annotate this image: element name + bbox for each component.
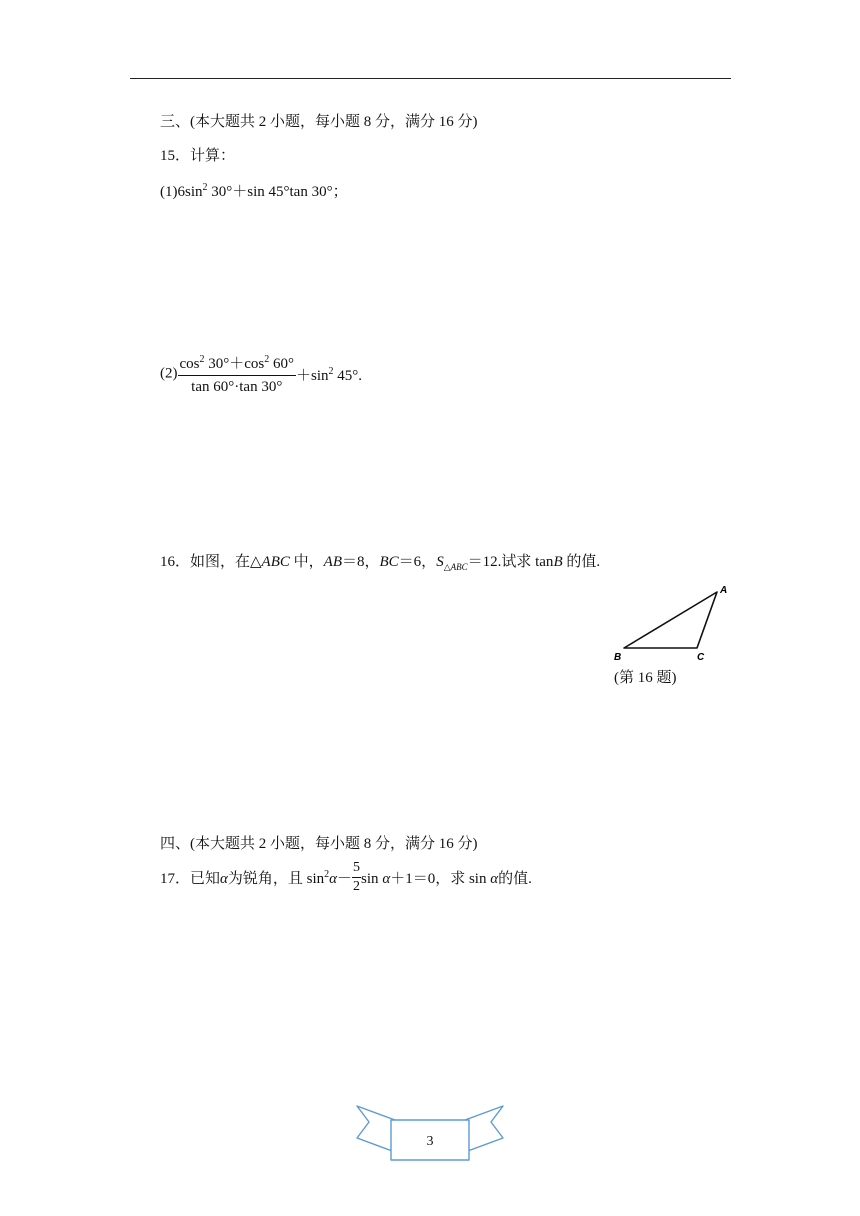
section-4-heading (160, 834, 478, 854)
q15-num-cos-1: cos (179, 356, 200, 372)
q15-num-exp-1: 2 (199, 354, 205, 365)
q16-text-10: ＝12.试求 tan (467, 554, 554, 570)
q16-angle-b: B (553, 554, 563, 570)
q17-before-fraction (160, 871, 352, 887)
q15-part2-fraction (178, 352, 297, 396)
q17-sin: sin (361, 871, 383, 887)
q17-frac-denominator: 2 (353, 879, 361, 894)
triangle-shape (624, 592, 717, 648)
q17-alpha-4: α (490, 871, 499, 887)
q16-area-subscript: △ABC (443, 562, 468, 572)
section-3-heading-text: 三、(本大题共 2 小题，每小题 8 分，满分 16 分) (160, 114, 478, 130)
q17-text-1: 17．已知 (160, 871, 221, 887)
q15-part2-denominator: tan 60°·tan 30° (191, 379, 283, 395)
q17-fraction (352, 860, 361, 895)
q17-exponent: 2 (324, 869, 330, 880)
q15-part1-prefix: (1)6sin (160, 184, 203, 200)
q15-num-end: 60° (269, 356, 294, 372)
q15-part1-rest: 30°＋sin 45°tan 30°； (207, 184, 348, 200)
q17-text-6: 的值. (498, 871, 532, 887)
q17-alpha-1: α (220, 871, 228, 887)
q15-num-exp-2: 2 (264, 354, 270, 365)
q17-alpha-2: α (329, 871, 338, 887)
q15-num-cos-2: 30°＋cos (204, 356, 265, 372)
q15-after-exp: 2 (328, 365, 334, 377)
vertex-a-label: A (720, 585, 728, 596)
page-number: 3 (426, 1134, 434, 1149)
section-4-heading-text: 四、(本大题共 2 小题，每小题 8 分，满分 16 分) (160, 836, 478, 852)
question-15-part-1 (160, 182, 348, 202)
q15-part1-exponent: 2 (202, 182, 208, 193)
q17-text-2: 为锐角，且 sin (227, 871, 325, 887)
q17-alpha-3: α (382, 871, 391, 887)
q17-text-5: ＋1＝0，求 sin (390, 871, 491, 887)
q17-after-fraction (361, 871, 532, 887)
question-16 (160, 552, 600, 572)
q15-after-sin: ＋sin (296, 367, 329, 384)
q17-frac-numerator: 5 (352, 860, 361, 878)
q15-part2-prefix: (2) (160, 365, 178, 382)
header-rule (130, 78, 731, 79)
vertex-c-label: C (697, 652, 705, 663)
q16-text-3: 中， (289, 554, 324, 570)
q16-text-12: 的值. (562, 554, 601, 570)
section-3-heading (160, 112, 478, 132)
question-15-label (160, 146, 235, 166)
triangle-abc-figure (610, 580, 735, 665)
q15-part2-numerator (178, 352, 297, 376)
q17-minus: － (337, 871, 353, 887)
figure-16-caption (614, 668, 677, 688)
q16-bc: BC (379, 554, 399, 570)
vertex-b-label: B (614, 652, 622, 663)
ribbon-left-tail (357, 1106, 395, 1152)
page-number-ribbon-icon (355, 1100, 505, 1165)
q16-area-s: S (436, 554, 444, 570)
q16-text-5: ＝8， (341, 554, 380, 570)
q16-ab: AB (323, 554, 342, 570)
q16-text-7: ＝6， (398, 554, 437, 570)
q15-part2-after (296, 365, 363, 384)
q16-triangle-name: ABC (261, 554, 290, 570)
q15-after-end: 45°. (333, 367, 363, 384)
figure-16-caption-text: (第 16 题) (614, 670, 677, 686)
question-15-part-2 (160, 352, 362, 396)
question-15-label-text: 15．计算： (160, 148, 236, 164)
ribbon-right-tail (465, 1106, 503, 1152)
question-17 (160, 860, 532, 895)
q16-text-1: 16．如图，在△ (160, 554, 262, 570)
